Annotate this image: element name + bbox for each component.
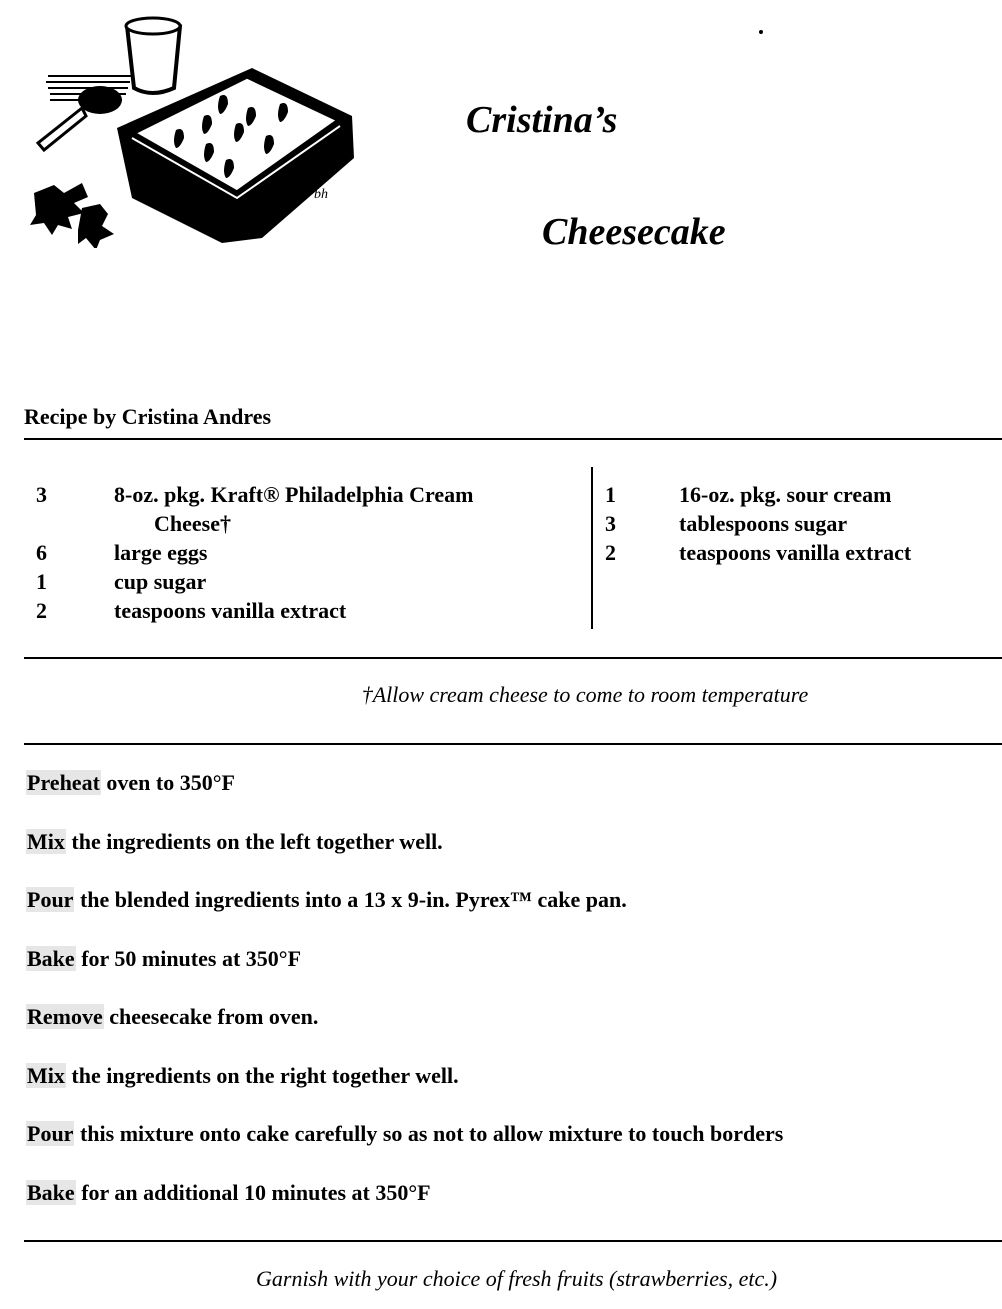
ingredient-desc: tablespoons sugar <box>679 511 848 536</box>
ingredient-desc: teaspoons vanilla extract <box>114 598 347 623</box>
ingredient-item <box>36 567 581 596</box>
ingredient-qty: 1 <box>605 482 616 507</box>
instruction-step <box>26 1180 783 1239</box>
ingredient-item <box>36 538 581 567</box>
ingredient-qty: 1 <box>36 569 47 594</box>
artist-signature: bh <box>314 187 328 202</box>
step-text: this mixture onto cake carefully so as not to allow mixture to touch borders <box>74 1121 784 1146</box>
step-text: the ingredients on the left together well. <box>65 828 443 854</box>
divider <box>24 1240 1002 1242</box>
ingredients-right-list <box>605 480 1002 567</box>
title-line-2: Cheesecake <box>542 211 726 253</box>
instructions-list <box>26 770 783 1238</box>
ingredient-desc: 16-oz. pkg. sour cream <box>679 482 892 507</box>
step-text: for an additional 10 minutes at 350°F <box>75 1179 431 1205</box>
stray-dot <box>759 30 763 34</box>
ingredient-qty: 3 <box>605 511 616 536</box>
step-verb: Mix <box>27 828 65 854</box>
step-text: the ingredients on the right together well. <box>65 1062 459 1088</box>
step-text: for 50 minutes at 350°F <box>75 945 302 971</box>
ingredient-desc: large eggs <box>114 540 208 565</box>
title-line-1: Cristina’s <box>466 99 618 141</box>
step-verb: Mix <box>27 1062 65 1088</box>
ingredient-desc: teaspoons vanilla extract <box>679 540 912 565</box>
step-verb: Preheat <box>27 770 100 795</box>
step-text: cheesecake from oven. <box>103 1004 319 1029</box>
ingredient-qty: 3 <box>36 482 47 507</box>
divider <box>24 743 1002 745</box>
ingredient-item <box>36 480 581 509</box>
step-verb: Remove <box>27 1004 103 1029</box>
step-verb: Bake <box>27 1179 75 1205</box>
instruction-step <box>26 887 783 946</box>
instruction-step <box>26 946 783 1005</box>
ingredient-item <box>605 480 1002 509</box>
ingredients-left-list <box>36 480 581 625</box>
divider <box>24 438 1002 440</box>
ingredient-item <box>36 596 581 625</box>
ingredient-qty: 2 <box>605 540 616 565</box>
instruction-step <box>26 770 783 829</box>
ingredient-qty: 6 <box>36 540 47 565</box>
step-verb: Bake <box>27 945 75 971</box>
footnote: †Allow cream cheese to come to room temperature <box>361 682 809 707</box>
step-verb: Pour <box>27 887 74 912</box>
ingredient-desc-continued: Cheese† <box>154 511 231 536</box>
ingredient-item <box>605 538 1002 567</box>
instruction-step <box>26 1121 783 1180</box>
column-divider <box>591 467 593 629</box>
divider <box>24 657 1002 659</box>
step-text: the blended ingredients into a 13 x 9-in. Pyrex™ cake pan. <box>74 887 627 912</box>
instruction-step <box>26 1004 783 1063</box>
ingredient-qty: 2 <box>36 598 47 623</box>
ingredient-desc: 8-oz. pkg. Kraft® Philadelphia Cream <box>114 482 474 507</box>
recipe-byline: Recipe by Cristina Andres <box>24 404 272 429</box>
garnish-note: Garnish with your choice of fresh fruits (strawberries, etc.) <box>256 1266 778 1291</box>
ingredient-item <box>605 509 1002 538</box>
cheesecake-illustration-icon <box>22 8 367 248</box>
step-text: oven to 350°F <box>100 770 235 795</box>
instruction-step <box>26 1063 783 1122</box>
instruction-step <box>26 829 783 888</box>
step-verb: Pour <box>27 1121 74 1146</box>
ingredient-desc: cup sugar <box>114 569 207 594</box>
